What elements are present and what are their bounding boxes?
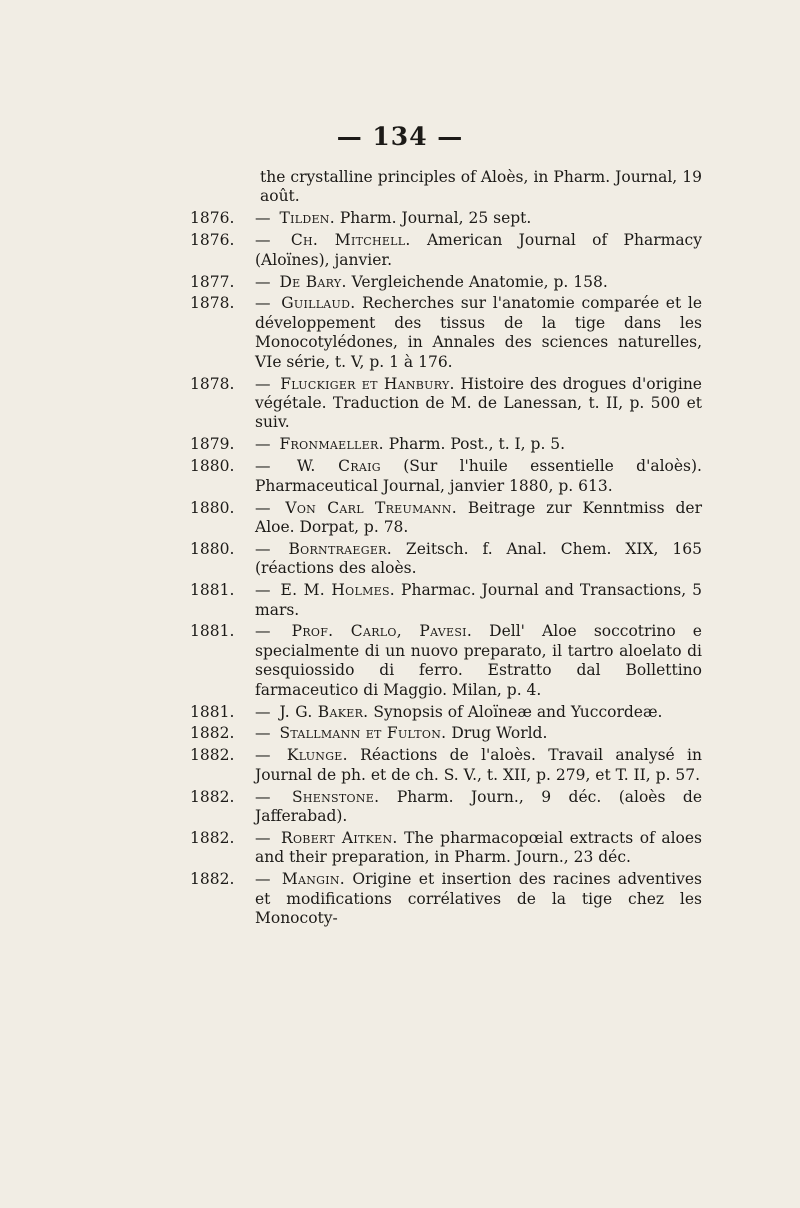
entry-dash: —	[255, 746, 271, 765]
entry-year: 1880.	[190, 498, 235, 517]
list-item	[190, 829, 702, 868]
list-item	[190, 375, 702, 433]
entry-text: Beitrage zur Kenntmiss der Aloe. Dorpat, p. 78.	[255, 498, 702, 536]
entry-author: Shenstone.	[291, 787, 380, 806]
entry-dash: —	[255, 498, 271, 517]
entry-author: Fluckiger et Hanbury.	[280, 374, 455, 393]
entry-year: 1882.	[190, 870, 235, 889]
entry-year: 1880.	[190, 539, 235, 558]
entry-text: (Sur l'huile essentielle d'aloès). Pharmaceutical Journal, janvier 1880, p. 613.	[255, 457, 702, 495]
entry-text: Pharm. Journal, 25 sept.	[339, 209, 532, 228]
list-item	[190, 273, 702, 292]
entry-year: 1881.	[190, 622, 235, 641]
entry-year: 1878.	[190, 294, 235, 313]
entry-author: De Bary.	[279, 272, 347, 291]
entry-author: Borntraeger.	[288, 539, 392, 558]
entry-dash: —	[255, 539, 271, 558]
entry-dash: —	[255, 374, 271, 393]
list-item	[190, 724, 702, 743]
entry-author: Robert Aitken.	[281, 829, 398, 847]
entry-text: Synopsis of Aloïneæ and Yuccordeæ.	[373, 702, 663, 721]
entry-year: 1882.	[190, 829, 235, 847]
list-item	[190, 499, 702, 538]
entry-text: Recherches sur l'anatomie comparée et le développement des tissus de la tige dans les Monocotylédones, in Annales des sciences naturelles, VIe série, t. V, p. 1 à 176.	[255, 294, 702, 371]
entry-author: Ch. Mitchell.	[290, 231, 411, 250]
list-item	[190, 870, 702, 928]
entry-year: 1876.	[190, 209, 235, 228]
list-item	[190, 168, 702, 207]
entry-author: J. G. Baker.	[279, 702, 369, 721]
list-item	[190, 540, 702, 579]
entry-author: Stallmann et Fulton.	[279, 724, 447, 743]
entry-author: Mangin.	[281, 870, 346, 889]
entry-text: Pharmac. Journal and Transactions, 5 mars.	[255, 581, 702, 619]
list-item	[190, 435, 702, 454]
entry-text: Pharm. Journ., 9 déc. (aloès de Jafferabad).	[255, 787, 702, 826]
entry-year: 1881.	[190, 581, 235, 600]
entry-author: Fronmaeller.	[279, 435, 384, 454]
entry-author: Guillaud.	[281, 294, 356, 313]
entry-dash: —	[255, 787, 271, 806]
entry-dash: —	[255, 294, 271, 313]
entry-dash: —	[255, 435, 271, 454]
page-number: — 134 —	[336, 122, 464, 151]
entry-year: 1878.	[190, 374, 235, 393]
list-item	[190, 622, 702, 700]
entry-text: Drug World.	[451, 724, 548, 743]
entry-year: 1882.	[190, 787, 235, 806]
list-item	[190, 209, 702, 228]
entry-text: Pharm. Post., t. I, p. 5.	[388, 435, 566, 454]
list-item	[190, 581, 702, 620]
entry-text: Réactions de l'aloès. Travail analysé in Journal de ph. et de ch. S. V., t. XII, p. 279, et T. II, p. 57.	[255, 746, 702, 784]
entry-dash: —	[255, 581, 271, 600]
list-item	[190, 746, 702, 785]
entry-text: The pharmacopœial extracts of aloes and their preparation, in Pharm. Journ., 23 déc.	[255, 829, 702, 867]
entry-dash: —	[255, 870, 271, 889]
entry-dash: —	[255, 622, 271, 641]
entry-year: 1876.	[190, 231, 235, 250]
entry-author: E. M. Holmes.	[280, 581, 396, 600]
entry-year: 1880.	[190, 457, 235, 476]
entry-year: 1882.	[190, 746, 235, 765]
entry-year: 1879.	[190, 435, 235, 454]
entry-text: Dell' Aloe soccotrino e specialmente di un nuovo preparato, il tartro aloelato di sesquiossido di ferro. Estratto dal Bollettino farmaceutico di Maggio. Milan, p. 4.	[255, 622, 702, 699]
entry-dash: —	[255, 272, 271, 291]
entry-dash: —	[255, 231, 271, 250]
entry-author: Prof. Carlo, Pavesi.	[291, 622, 473, 641]
entry-year: 1877.	[190, 272, 235, 291]
entry-author: W. Craig	[296, 457, 381, 476]
entry-text: the crystalline principles of Aloès, in Pharm. Journal, 19 août.	[260, 168, 702, 206]
entry-text: Histoire des drogues d'origine végétale. Traduction de M. de Lanessan, t. II, p. 500 et suiv.	[255, 374, 702, 432]
entry-dash: —	[255, 457, 271, 476]
entry-text: Origine et insertion des racines adventives et modifications corrélatives de la tige chez les Monocoty-	[255, 870, 702, 928]
entry-author: Von Carl Treumann.	[285, 498, 457, 517]
entry-text: American Journal of Pharmacy (Aloïnes), janvier.	[255, 231, 702, 269]
entry-year: 1881.	[190, 702, 235, 721]
entry-dash: —	[255, 209, 271, 228]
list-item	[190, 231, 702, 270]
entry-author: Tilden.	[279, 209, 335, 228]
list-item	[190, 457, 702, 496]
entry-text: Zeitsch. f. Anal. Chem. XIX, 165 (réactions des aloès.	[255, 539, 702, 578]
entry-dash: —	[255, 702, 271, 721]
entry-year: 1882.	[190, 724, 235, 743]
bibliography-list	[190, 168, 702, 931]
entry-dash: —	[255, 724, 271, 743]
list-item	[190, 703, 702, 722]
entry-author: Klunge.	[286, 746, 348, 765]
entry-text: Vergleichende Anatomie, p. 158.	[351, 272, 608, 291]
entry-dash: —	[255, 829, 271, 847]
list-item	[190, 294, 702, 372]
list-item	[190, 788, 702, 827]
